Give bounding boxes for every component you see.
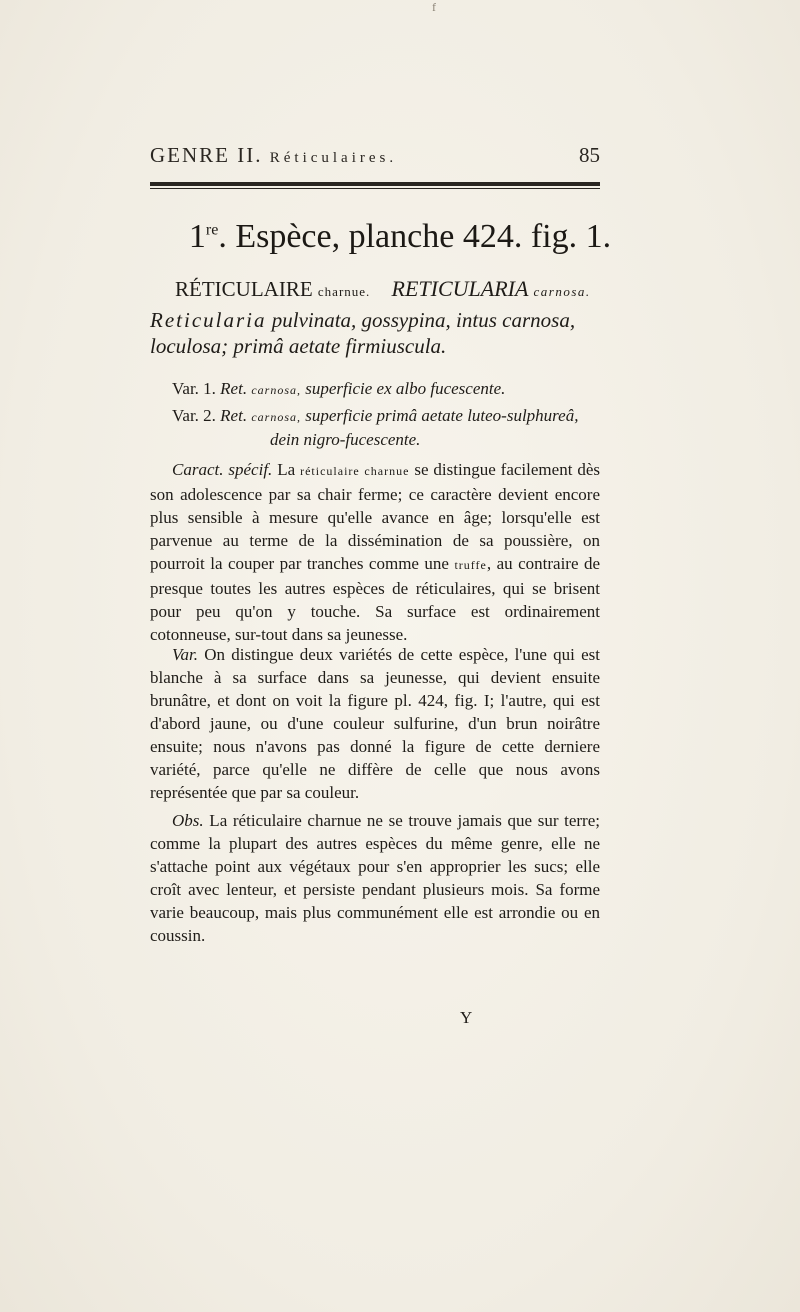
variety-epithet: carnosa, [251, 383, 301, 397]
species-heading [0, 218, 800, 256]
species-ordinal: 1 [188, 218, 206, 255]
latin-genus: RETICULARIA [391, 276, 529, 301]
paragraph-text: On distingue deux variétés de cette espèce, l'une qui est blanche à sa surface dans sa jeunesse, qui devient ensuite brunâtre, et dont on voit la figure pl. 424, fig. I; l'autre, qui est d'abord jaune, ou d'une couleur sulfurine, d'un brun noirâtre ensuite; nous n'avons pas donné la figure de cette derniere variété, parce qu'elle ne diffère de celle que nous avons représentée que par sa couleur. [150, 645, 600, 802]
latin-diagnosis [150, 307, 600, 359]
french-name: RÉTICULAIRE [175, 277, 313, 301]
variety-epithet: carnosa, [251, 410, 301, 424]
paragraph-lead: Caract. spécif. [172, 460, 273, 479]
paragraph-text: La réticulaire charnue ne se trouve jamais que sur terre; comme la plupart des autres espèces du même genre, elle ne s'attache point aux végétaux pour s'en approprier les sucs; elle croît avec lenteur, et persiste pendant plusieurs mois. Sa forme varie beaucoup, mais plus communément elle est arrondie ou en coussin. [150, 811, 600, 945]
paragraph-var [150, 643, 600, 804]
variety-text-continued: dein nigro-fucescente. [270, 430, 421, 449]
latin-name [392, 276, 591, 301]
diagnosis-text: pulvinata, gossypina, intus carnosa, loculosa; primâ aetate firmiuscula. [150, 308, 576, 358]
variety-abbr: Ret. [220, 379, 248, 398]
paragraph-lead: Obs. [172, 811, 204, 830]
variety-abbr: Ret. [220, 406, 248, 425]
header-rule-thick [150, 182, 600, 186]
species-ordinal-suffix: re [205, 221, 219, 239]
paragraph-smallcaps: truffe [454, 558, 487, 572]
paragraph-caract [150, 458, 600, 646]
running-head [150, 143, 600, 168]
running-head-family: Réticulaires. [269, 150, 398, 166]
paragraph-text: , au contraire de presque toutes les autres espèces de réticulaires, qui se brisent pour peu qu'on y touche. Sa surface est ordinairement cotonneuse, sur-tout dans sa jeunesse. [150, 554, 600, 644]
species-names [175, 276, 595, 302]
variety-text: superficie primâ aetate luteo-sulphureâ, [301, 406, 579, 425]
paragraph-smallcaps: réticulaire charnue [300, 464, 410, 478]
header-rule-thin [150, 188, 600, 189]
paragraph-text: se distingue facilement dès son adolescence par sa chair ferme; ce caractère devient encore plus sensible à mesure qu'elle avance en âge; lorsqu'elle est parvenue au terme de la dissémination de sa poussière, on pourroit la couper par tranches comme une [150, 460, 601, 573]
variety-text: superficie ex albo fucescente. [301, 379, 506, 398]
paragraph-obs [150, 809, 600, 947]
running-head-genre: GENRE II. [150, 143, 263, 167]
latin-epithet: carnosa. [533, 284, 591, 299]
variety-label: Var. 2. [172, 406, 216, 425]
paragraph-text: La [272, 460, 301, 479]
signature-mark: Y [460, 1008, 473, 1027]
french-epithet: charnue. [317, 284, 371, 299]
page-number: 85 [579, 143, 600, 167]
species-heading-text: . Espèce, planche 424. fig. 1. [218, 218, 612, 255]
variety-label: Var. 1. [172, 379, 216, 398]
diagnosis-genus: Reticularia [150, 308, 267, 332]
margin-mark: f [432, 0, 436, 14]
paragraph-lead: Var. [172, 645, 198, 664]
